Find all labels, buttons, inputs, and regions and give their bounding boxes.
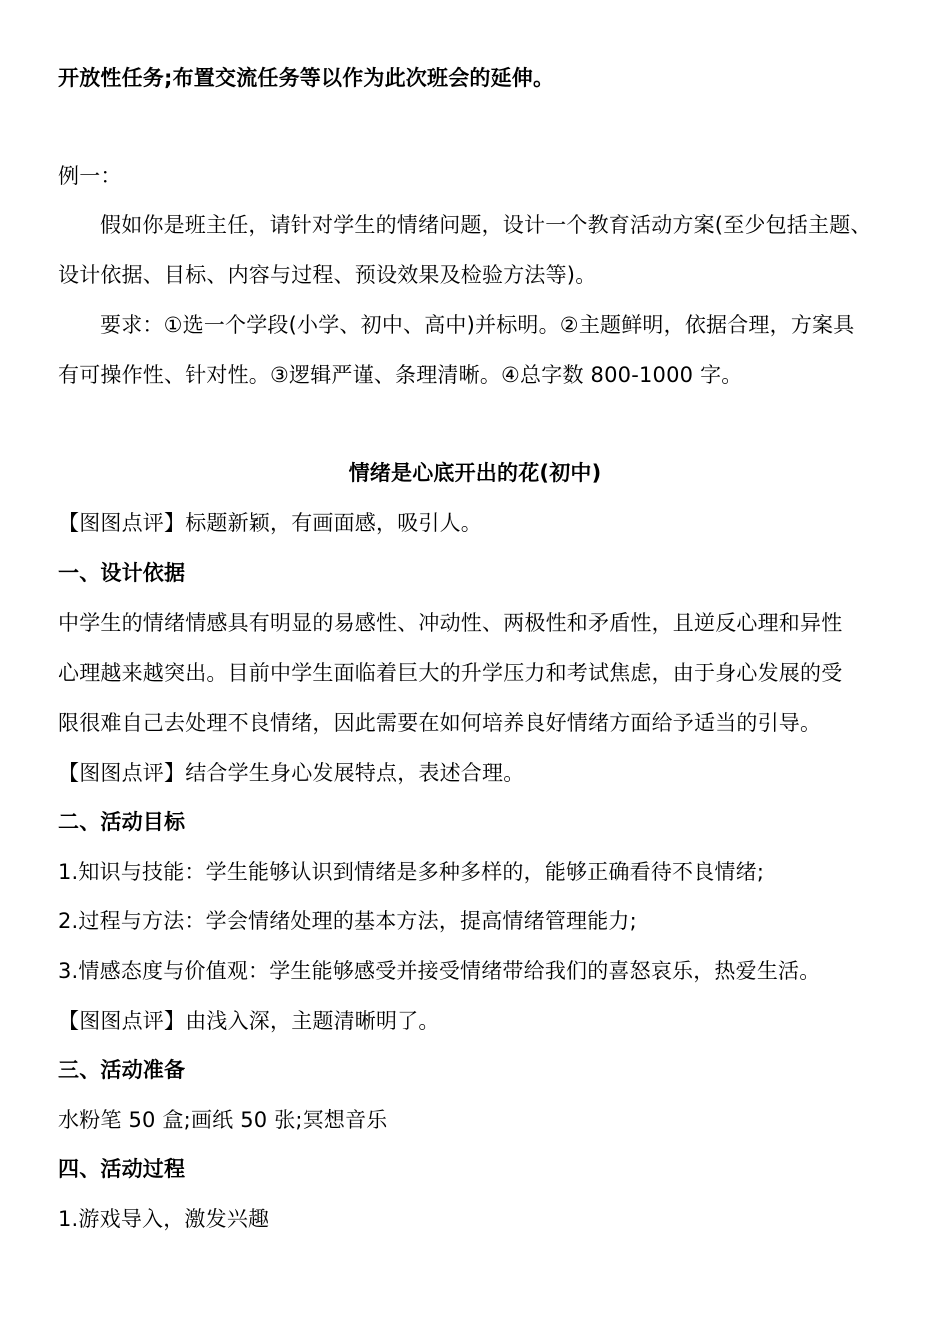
goal-item-3: 3.情感态度与价值观：学生能够感受并接受情绪带给我们的喜怒哀乐，热爱生活。 bbox=[58, 959, 821, 983]
essay-title: 情绪是心底开出的花(初中) bbox=[348, 461, 602, 485]
process-item-1: 1.游戏导入，激发兴趣 bbox=[58, 1207, 270, 1231]
title-comment: 【图图点评】标题新颖，有画面感，吸引人。 bbox=[58, 511, 482, 535]
prompt-line-1: 假如你是班主任，请针对学生的情绪问题，设计一个教育活动方案(至少包括主题、 bbox=[100, 213, 872, 237]
design-basis-line-2: 心理越来越突出。目前中学生面临着巨大的升学压力和考试焦虑，由于身心发展的受 bbox=[58, 661, 843, 685]
section-heading-goals: 二、活动目标 bbox=[58, 810, 186, 834]
goal-item-2: 2.过程与方法：学会情绪处理的基本方法，提高情绪管理能力; bbox=[58, 909, 637, 933]
design-basis-comment: 【图图点评】结合学生身心发展特点，表述合理。 bbox=[58, 761, 525, 785]
section-heading-preparation: 三、活动准备 bbox=[58, 1058, 186, 1082]
requirements-line-1: 要求：①选一个学段(小学、初中、高中)并标明。②主题鲜明，依据合理，方案具 bbox=[100, 313, 855, 337]
design-basis-line-3: 限很难自己去处理不良情绪，因此需要在如何培养良好情绪方面给予适当的引导。 bbox=[58, 711, 822, 735]
goals-comment: 【图图点评】由浅入深，主题清晰明了。 bbox=[58, 1009, 440, 1033]
design-basis-line-1: 中学生的情绪情感具有明显的易感性、冲动性、两极性和矛盾性，且逆反心理和异性 bbox=[58, 611, 843, 635]
section-heading-design-basis: 一、设计依据 bbox=[58, 561, 186, 585]
section-heading-process: 四、活动过程 bbox=[58, 1157, 186, 1181]
prompt-line-2: 设计依据、目标、内容与过程、预设效果及检验方法等)。 bbox=[58, 263, 597, 287]
preparation-content: 水粉笔 50 盒;画纸 50 张;冥想音乐 bbox=[58, 1108, 388, 1132]
example-label: 例一： bbox=[58, 164, 122, 188]
goal-item-1: 1.知识与技能：学生能够认识到情绪是多种多样的，能够正确看待不良情绪; bbox=[58, 860, 765, 884]
requirements-line-2: 有可操作性、针对性。③逻辑严谨、条理清晰。④总字数 800-1000 字。 bbox=[58, 363, 743, 387]
intro-line: 开放性任务;布置交流任务等以作为此次班会的延伸。 bbox=[58, 66, 555, 90]
